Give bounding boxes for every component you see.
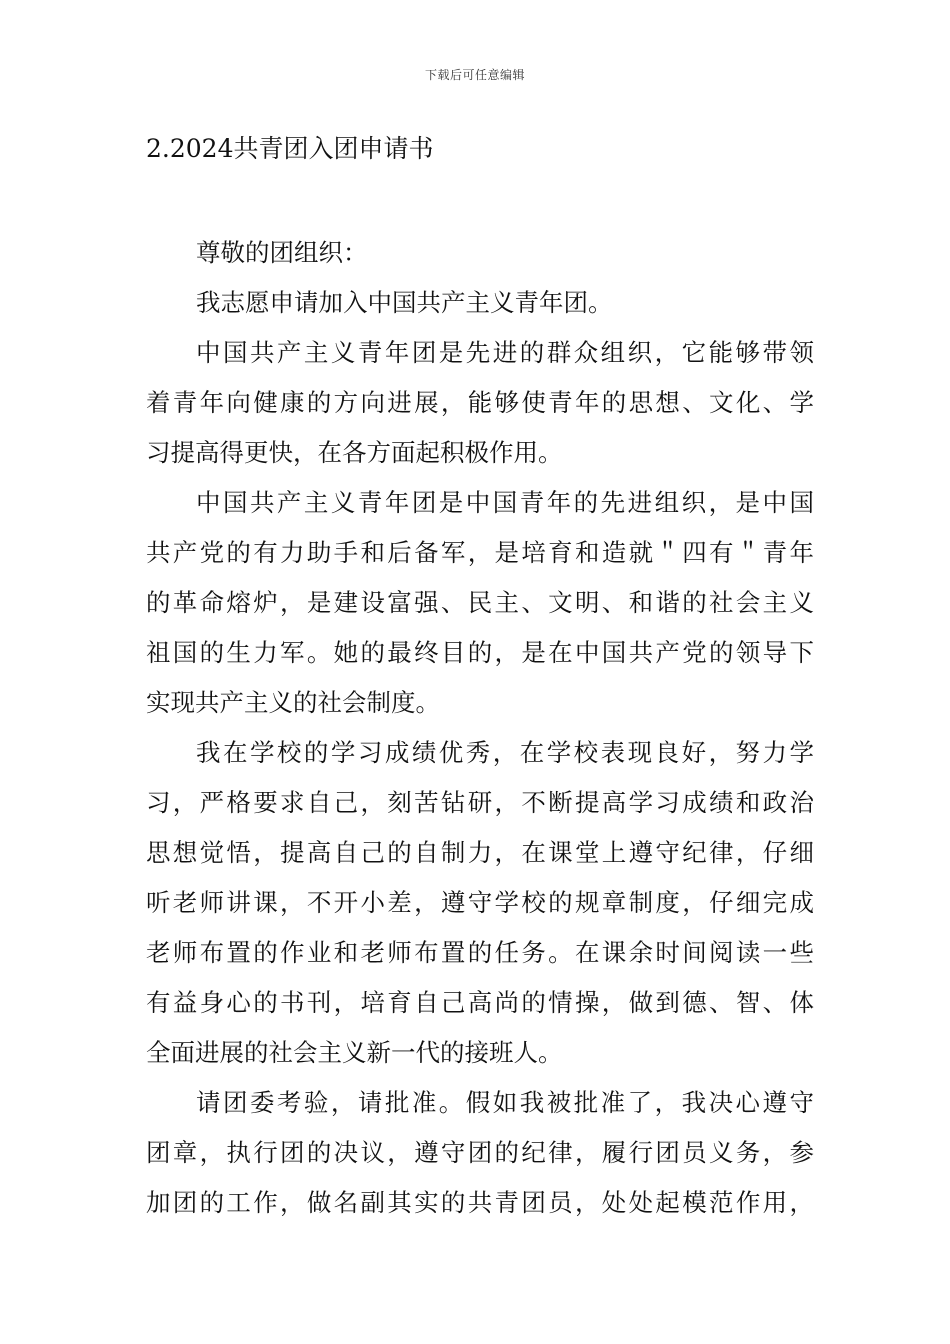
body-line: 全面进展的社会主义新一代的接班人。 bbox=[146, 1038, 563, 1067]
body-line: 有益身心的书刊，培育自己高尚的情操，做到德、智、体 bbox=[146, 988, 814, 1017]
body-line: 着青年向健康的方向进展，能够使青年的思想、文化、学 bbox=[146, 388, 814, 417]
body-line: 我在学校的学习成绩优秀，在学校表现良好，努力学 bbox=[196, 738, 814, 767]
body-line: 尊敬的团组织： bbox=[196, 238, 368, 267]
body-line: 思想觉悟，提高自己的自制力，在课堂上遵守纪律，仔细 bbox=[146, 838, 814, 867]
body-line: 中国共产主义青年团是中国青年的先进组织，是中国 bbox=[196, 488, 814, 517]
body-line: 中国共产主义青年团是先进的群众组织，它能够带领 bbox=[196, 338, 814, 367]
body-line: 我志愿申请加入中国共产主义青年团。 bbox=[196, 288, 613, 317]
body-line: 团章，执行团的决议，遵守团的纪律，履行团员义务，参 bbox=[146, 1138, 814, 1167]
header-note: 下载后可任意编辑 bbox=[424, 68, 525, 82]
body-line: 实现共产主义的社会制度。 bbox=[146, 688, 440, 717]
body-line: 的革命熔炉，是建设富强、民主、文明、和谐的社会主义 bbox=[146, 588, 814, 617]
document-body bbox=[146, 228, 814, 1228]
body-line: 共产党的有力助手和后备军，是培育和造就＂四有＂青年 bbox=[146, 538, 814, 567]
body-line: 习提高得更快，在各方面起积极作用。 bbox=[146, 438, 563, 467]
body-line: 加团的工作，做名副其实的共青团员，处处起模范作用， bbox=[146, 1188, 814, 1217]
body-line: 习，严格要求自己，刻苦钻研，不断提高学习成绩和政治 bbox=[146, 788, 814, 817]
body-line: 听老师讲课，不开小差，遵守学校的规章制度，仔细完成 bbox=[146, 888, 814, 917]
body-line: 老师布置的作业和老师布置的任务。在课余时间阅读一些 bbox=[146, 938, 814, 967]
body-line: 祖国的生力军。她的最终目的，是在中国共产党的领导下 bbox=[146, 638, 814, 667]
body-line: 请团委考验，请批准。假如我被批准了，我决心遵守 bbox=[196, 1088, 814, 1117]
document-title: 2.2024共青团入团申请书 bbox=[146, 134, 434, 163]
